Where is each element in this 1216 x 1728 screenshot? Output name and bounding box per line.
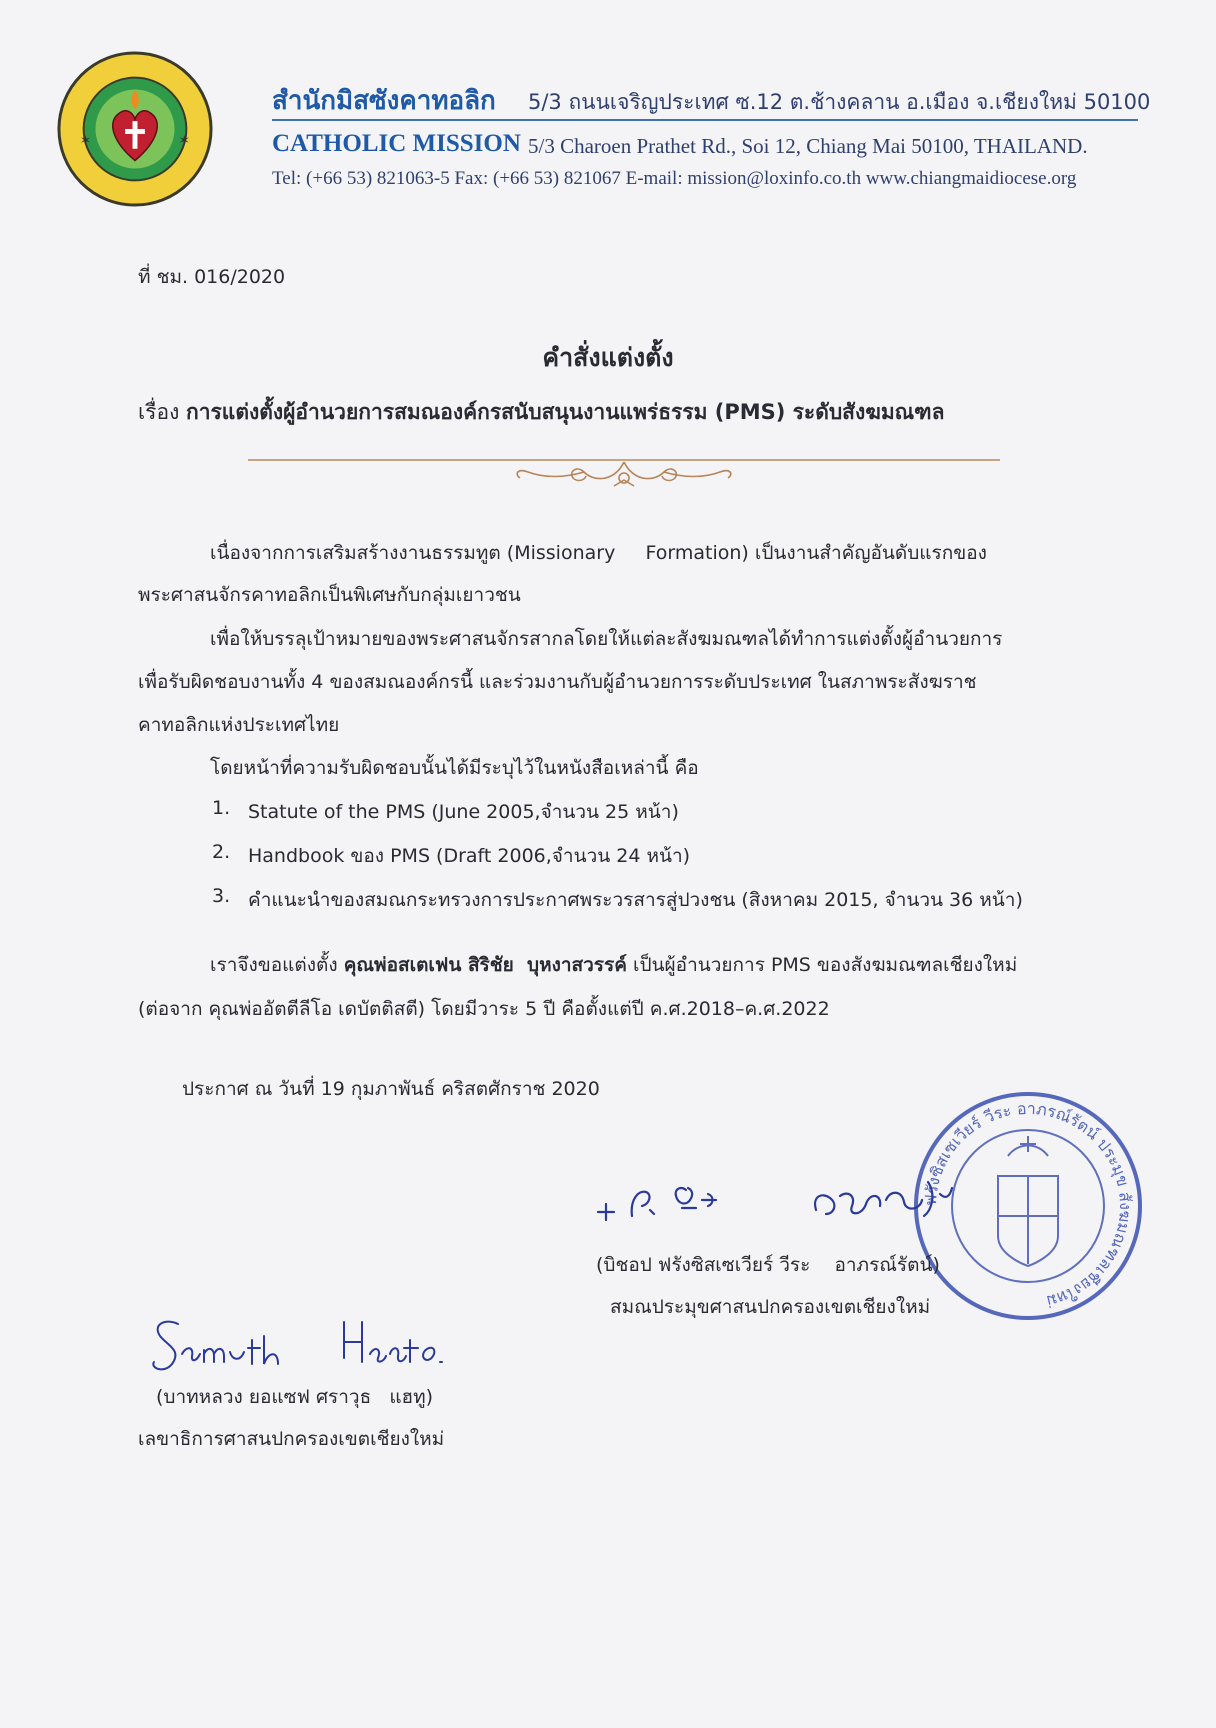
bishop-signature [590, 1160, 1010, 1240]
subject-line [138, 396, 944, 429]
paragraph-4-line-2: (ต่อจาก คุณพ่ออัตตีลีโอ เดบัตติสตี) โดยมีวาระ 5 ปี คือตั้งแต่ปี ค.ศ.2018–ค.ศ.2022 [138, 998, 830, 1020]
secretary-signature [148, 1310, 448, 1380]
secretary-title: เลขาธิการศาสนปกครองเขตเชียงใหม่ [138, 1428, 445, 1450]
secretary-name: (บาทหลวง ยอแซฟ ศราวุธ แฮทู) [156, 1386, 434, 1408]
document-title: คำสั่งแต่งตั้ง [542, 343, 674, 372]
bishop-name: (บิชอป ฟรังซิสเซเวียร์ วีระ อาภรณ์รัตน์) [596, 1254, 940, 1276]
paragraph-4-line-1 [210, 950, 1017, 980]
reference-number: ที่ ชม. 016/2020 [138, 266, 286, 288]
subject-text: การแต่งตั้งผู้อำนวยการสมณองค์กรสนับสนุนงานแพร่ธรรม (PMS) ระดับสังฆมณฑล [186, 400, 945, 424]
paragraph-3: โดยหน้าที่ความรับผิดชอบนั้นได้มีระบุไว้ในหนังสือเหล่านี้ คือ [210, 757, 699, 779]
list-item-text: Statute of the PMS (June 2005,จำนวน 25 หน้า) [248, 801, 679, 823]
subject-prefix: เรื่อง [138, 400, 180, 424]
list-item-number: 1. [212, 797, 231, 819]
diocese-logo [56, 50, 214, 208]
announcement-date: ประกาศ ณ วันที่ 19 กุมภาพันธ์ คริสตศักราช 2020 [182, 1078, 600, 1100]
svg-text:✶: ✶ [79, 132, 92, 149]
paragraph-2-line-1: เพื่อให้บรรลุเป้าหมายของพระศาสนจักรสากลโดยให้แต่ละสังฆมณฑลได้ทำการแต่งตั้งผู้อำนวยการ [210, 628, 1003, 650]
org-address-thai: 5/3 ถนนเจริญประเทศ ซ.12 ต.ช้างคลาน อ.เมือง จ.เชียงใหม่ 50100 [528, 90, 1151, 114]
paragraph-2-line-2: เพื่อรับผิดชอบงานทั้ง 4 ของสมณองค์กรนี้ และร่วมงานกับผู้อำนวยการระดับประเทศ ในสภาพระสังฆราช [138, 671, 977, 693]
paragraph-1-line-1: เนื่องจากการเสริมสร้างงานธรรมทูต (Missionary Formation) เป็นงานสำคัญอันดับแรกของ [210, 542, 987, 564]
bishop-title: สมณประมุขศาสนปกครองเขตเชียงใหม่ [610, 1296, 931, 1318]
appointment-role: เป็นผู้อำนวยการ PMS ของสังฆมณฑลเชียงใหม่ [626, 954, 1018, 976]
stamp-text: ฟรังซิสเซเวียร์ วีระ อาภรณ์รัตน์ ประมุข สังฆมณฑลเชียงใหม่ [920, 1098, 1136, 1312]
letterhead-divider [272, 119, 1138, 121]
appointee-name: คุณพ่อสเตเฟน สิริชัย บุหงาสวรรค์ [343, 954, 627, 976]
list-item-text: Handbook ของ PMS (Draft 2006,จำนวน 24 หน้า) [248, 845, 691, 867]
list-item-text: คำแนะนำของสมณกระทรวงการประกาศพระวรสารสู่ปวงชน (สิงหาคม 2015, จำนวน 36 หน้า) [248, 889, 1023, 911]
svg-text:✶: ✶ [178, 132, 191, 149]
list-item-number: 3. [212, 885, 231, 907]
org-contact-line: Tel: (+66 53) 821063-5 Fax: (+66 53) 821067 E-mail: mission@loxinfo.co.th www.chiangmaidiocese.org [272, 168, 1077, 189]
paragraph-1-line-2: พระศาสนจักรคาทอลิกเป็นพิเศษกับกลุ่มเยาวชน [138, 584, 521, 606]
org-name-english: CATHOLIC MISSION [272, 130, 521, 157]
org-name-thai: สำนักมิสซังคาทอลิก [272, 86, 496, 116]
org-address-english: 5/3 Charoen Prathet Rd., Soi 12, Chiang Mai 50100, THAILAND. [528, 134, 1088, 158]
ornamental-divider [248, 452, 1000, 492]
appointment-intro: เราจึงขอแต่งตั้ง [210, 954, 344, 976]
list-item-number: 2. [212, 841, 231, 863]
paragraph-2-line-3: คาทอลิกแห่งประเทศไทย [138, 714, 340, 736]
